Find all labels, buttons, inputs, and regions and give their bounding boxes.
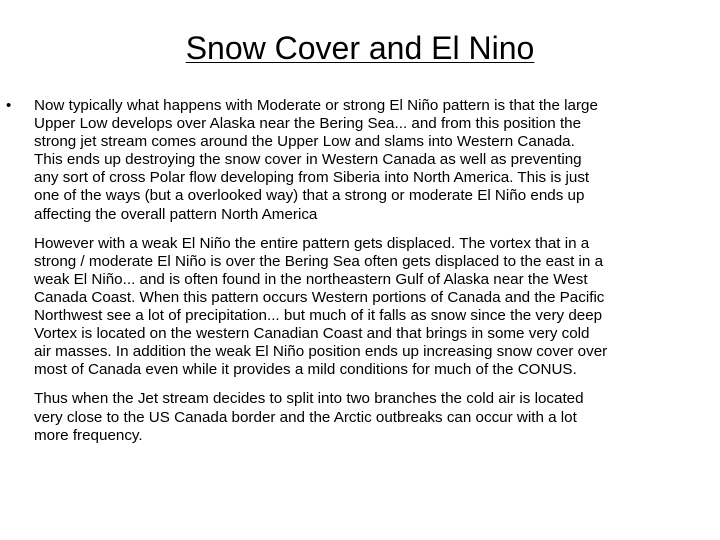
text-line: Vortex is located on the western Canadian Coast and that brings in some very cold (34, 325, 590, 343)
paragraph-2 (34, 235, 716, 380)
text-line: any sort of cross Polar flow developing from Siberia into North America. This is just (34, 169, 590, 187)
text-line: Northwest see a lot of precipitation... but much of it falls as snow since the very deep (34, 307, 603, 325)
text-line: affecting the overall pattern North America (34, 205, 318, 223)
text-line: Canada Coast. When this pattern occurs Western portions of Canada and the Pacific (34, 288, 605, 306)
text-line: However with a weak El Niño the entire pattern gets displaced. The vortex that in a (34, 234, 590, 252)
text-line: This ends up destroying the snow cover in Western Canada as well as preventing (34, 151, 582, 169)
text-line: very close to the US Canada border and the Arctic outbreaks can occur with a lot (34, 408, 577, 426)
slide-body (0, 97, 720, 456)
bullet-marker: • (6, 97, 12, 114)
text-line: air masses. In addition the weak El Niño position ends up increasing snow cover over (34, 343, 608, 361)
text-line: strong jet stream comes around the Upper Low and slams into Western Canada. (34, 133, 575, 151)
text-line: one of the ways (but a overlooked way) that a strong or moderate El Niño ends up (34, 187, 585, 205)
text-line: Now typically what happens with Moderate or strong El Niño pattern is that the large (34, 97, 598, 114)
text-line: weak El Niño... and is often found in the northeastern Gulf of Alaska near the West (34, 270, 588, 288)
paragraph-3 (34, 390, 716, 444)
text-line: Upper Low develops over Alaska near the Bering Sea... and from this position the (34, 115, 582, 133)
text-line: most of Canada even while it provides a mild conditions for much of the CONUS. (34, 361, 577, 379)
paragraph-1 (6, 97, 716, 224)
text-line: strong / moderate El Niño is over the Bering Sea often gets displaced to the east in a (34, 252, 604, 270)
text-line: Thus when the Jet stream decides to split into two branches the cold air is located (34, 390, 584, 408)
text-line: more frequency. (34, 426, 143, 444)
slide-title: Snow Cover and El Nino (185, 30, 535, 66)
